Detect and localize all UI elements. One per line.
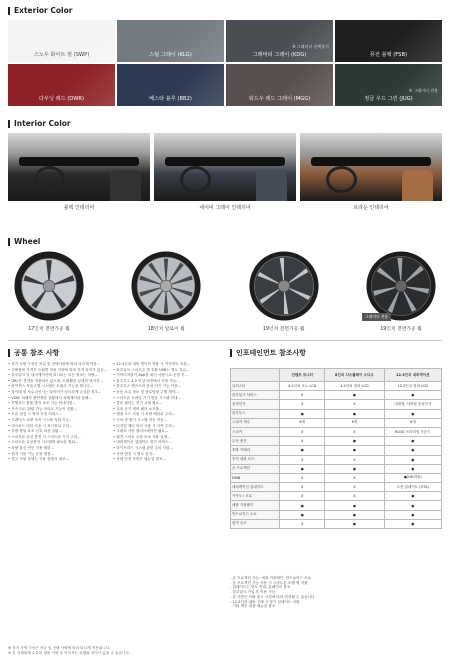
notice-line: • 실내 공기 케어 필터 소모품... — [113, 406, 163, 411]
notice-line: • 상세 안전 사항은 매뉴얼 참조... — [113, 457, 166, 462]
table-row — [231, 510, 442, 519]
info-note-line: - 12.3인치 내비 구매 시 정기 업데이트 지원 — [230, 599, 300, 604]
table-cell: ● — [384, 464, 441, 473]
table-cell: 12.3인치 컬러 LCD — [384, 382, 441, 391]
table-cell: DMB — [231, 473, 280, 482]
table-row — [231, 382, 442, 391]
wheel-caption: 19인치 전면가공 휠 — [380, 327, 422, 332]
info-note-line: - 업데이트는 별도 안내, 홈페이지 참조 — [230, 585, 291, 590]
table-cell: ● — [325, 519, 385, 528]
table-cell: 4.2인치 컬러 LCD — [325, 382, 385, 391]
color-name: 베스타 블루 (BB2) — [149, 96, 192, 102]
table-row — [231, 409, 442, 418]
info-title — [230, 348, 306, 358]
interior-item-navy-gray — [154, 133, 296, 211]
wheel-19-gravity-image — [365, 250, 437, 322]
wheel-item-18 — [125, 250, 207, 332]
color-swatch — [8, 20, 115, 62]
table-cell: ● — [325, 446, 385, 455]
table-cell: 6개 — [384, 418, 441, 427]
wheel-list — [8, 250, 442, 332]
table-cell: 6개 — [280, 418, 325, 427]
table-cell: X — [325, 427, 385, 436]
table-cell: 후방 카메라 — [231, 446, 280, 455]
table-cell: X — [280, 473, 325, 482]
seat-shape — [256, 170, 287, 201]
seat-shape — [110, 170, 141, 201]
notice-line: • 공동 소유 정보 및 플로팅형 주행 제약... — [113, 389, 179, 394]
table-cell: ● — [280, 446, 325, 455]
table-cell: 애플 카플레이 — [231, 501, 280, 510]
info-note-line: - 기타 세부 내용 매뉴얼 참조 — [230, 604, 276, 609]
table-cell: X — [325, 473, 385, 482]
notice-line: • VSM: 차체자 불안정한 상황에서 차체제어를 통해... — [8, 395, 92, 400]
info-note-line: - 폰 프로젝션 기능 사용 시 스마트폰 모델 별 지원 — [230, 580, 308, 585]
table-row — [231, 418, 442, 427]
exterior-swatches — [8, 20, 442, 106]
color-swatch — [8, 64, 115, 106]
color-swatch — [226, 64, 333, 106]
notice-line: • 그래픽 사양 캘리브레이션 필요... — [113, 429, 169, 434]
table-cell: 블루투스 — [231, 409, 280, 418]
table-cell: X — [280, 455, 325, 464]
table-cell: BOSE 프리미엄 사운드 — [384, 427, 441, 436]
notice-line: • 프레딕스 교량 조작 시스템 지원 기능... — [8, 417, 73, 422]
table-cell: ● — [325, 391, 385, 400]
color-note: ※ 그래비티 선택불가 — [292, 44, 329, 49]
table-cell: 블루링크 서비스 — [231, 391, 280, 400]
table-cell: X — [325, 492, 385, 501]
footer-notes — [8, 646, 442, 656]
table-cell: ● — [384, 409, 441, 418]
steering-wheel-shape — [34, 166, 65, 193]
footer-line: ※ 상기 사양 구성은 차급 및 선택 사양에 따라 다르게 적용됩니다. — [8, 646, 111, 650]
table-cell: ● — [325, 501, 385, 510]
table-cell: 6개 — [325, 418, 385, 427]
gravity-only-tag: 그래비티 전용 — [362, 313, 391, 321]
color-name: 다우닝 레드 (DWR) — [38, 96, 85, 102]
wheel-item-19-gravity — [360, 250, 442, 332]
table-cell: X — [280, 400, 325, 409]
table-cell: ● — [280, 409, 325, 418]
notice-line: • 블루투스 4.2 이상 버전에서 사용 가능... — [113, 378, 180, 383]
notice-line: • 스마트폰 모바일 기기 연동 시스템 안내... — [113, 395, 181, 400]
interior-caption: 네이비 그레이 인테리어 — [199, 205, 251, 211]
table-row — [231, 455, 442, 464]
notice-line: • 스마트폰 무선 충전 시 스마트폰 기기 주의... — [8, 434, 81, 439]
wheel-title — [8, 237, 40, 246]
color-swatch — [335, 20, 442, 62]
table-cell: 스피커 개수 — [231, 418, 280, 427]
notice-line: • 스마트폰 무선충전 시스템에 필요한 범위... — [8, 440, 79, 445]
table-row — [231, 473, 442, 482]
notice-line: • 차량 통신 연동 사용 제한... — [8, 445, 54, 450]
notice-line: • 오류 점검 시 정비 지정 서비스... — [8, 412, 63, 417]
table-cell: ● — [325, 464, 385, 473]
interior-caption: 블랙 인테리어 — [63, 205, 95, 211]
table-cell: ● — [325, 409, 385, 418]
title-bar — [8, 238, 10, 246]
table-cell: ● — [384, 455, 441, 464]
table-header-cell: 12.3인치 내비게이션 — [384, 369, 441, 382]
notice-title-text: 공통 참조 사항 — [14, 349, 60, 357]
table-cell: 후석 대화 모드 — [231, 455, 280, 464]
table-row — [231, 464, 442, 473]
notice-line: • 대시보드 미러 사용 시 표시장치 주의... — [8, 423, 73, 428]
notice-line: • 클린 필터는 정기 교체 필요... — [113, 401, 163, 406]
table-cell: ● — [384, 391, 441, 400]
table-cell: 무선 업데이트 (OTA) — [384, 483, 441, 492]
notice-line: • 블루링크 스마트폰 앱 호환 USB는 별도 지급... — [113, 367, 190, 372]
notice-line: • 원격 스마트 주차 보조 사용 설명... — [113, 434, 171, 439]
notice-line: • DRL은 전자동 적용되어 있으며, 트렁휀을 끝내면 꺼지지... — [8, 378, 103, 383]
interior-photo — [154, 133, 296, 201]
table-cell: X — [280, 437, 325, 446]
wheel-caption: 19인치 전면가공 휠 — [262, 327, 305, 332]
table-cell: ●(HD지원) — [384, 473, 441, 482]
table-cell: X — [325, 400, 385, 409]
table-cell: 내비게이션 업데이트 — [231, 483, 280, 492]
exterior-title-text: Exterior Color — [14, 6, 73, 15]
notice-line: • 상기 사양 구성은 차급 및 선택사양에 따라 다르게 적용... — [8, 362, 101, 366]
dashboard-shape — [19, 157, 138, 167]
title-bar — [230, 349, 232, 357]
info-note-line: - 본 사양은 차량 출고 시점에 따라 변경될 수 있습니다 — [230, 594, 315, 599]
notice-line: • 사양 변경 시 별도 공지... — [113, 451, 156, 456]
table-cell: ● — [280, 464, 325, 473]
table-header-cell — [231, 369, 280, 382]
notice-line: • 캠핑 모드 사용 시 차량 배터리 주의... — [113, 412, 176, 417]
wheel-item-19 — [243, 250, 325, 332]
interior-title-text: Interior Color — [14, 119, 71, 128]
color-name: 정글 우드 그린 (JUG) — [364, 96, 413, 102]
table-row — [231, 427, 442, 436]
table-cell: ● — [384, 519, 441, 528]
table-cell: ● — [280, 501, 325, 510]
notice-line: • 디지털 센터 미러 사용 시 시야 주의... — [113, 423, 176, 428]
table-cell: ● — [384, 446, 441, 455]
notice-line: • 가속시로, 휠링 가능 모터로 기능이 전환... — [8, 406, 78, 411]
color-name: 퓨전 블랙 (FSB) — [369, 52, 408, 58]
notice-line: • 경고 사항 상세는 사용 설명서 참조... — [8, 457, 70, 462]
notice-line: • 하이브리드 시스템 관련 주의 사항... — [113, 445, 173, 450]
interior-list — [8, 133, 442, 211]
color-name: 스노우 화이트 펄 (SWP) — [33, 52, 90, 58]
wheel-18-image — [130, 250, 202, 322]
wheel-17-image — [13, 250, 85, 322]
notice-line: • 기아디지털키 App을 최신 사양으로 운영 후... — [113, 373, 188, 378]
info-notes — [230, 576, 442, 609]
divider — [8, 340, 442, 341]
notice-line: • 블루링크 및 내비게이션에 표시되는 모든 정보는 차량... — [8, 373, 98, 378]
table-header-row — [231, 369, 442, 382]
interior-caption: 브라운 인테리어 — [353, 205, 389, 211]
table-header-cell: 8인치 디스플레이 오디오 — [325, 369, 385, 382]
table-cell: 스피커 — [231, 427, 280, 436]
table-cell: X — [280, 427, 325, 436]
title-bar — [8, 349, 10, 357]
table-cell: X — [325, 455, 385, 464]
table-cell: ● — [384, 510, 441, 519]
notice-column-left — [8, 362, 108, 463]
table-row — [231, 492, 442, 501]
table-cell: 폰 프로젝션 — [231, 464, 280, 473]
table-cell: X — [280, 519, 325, 528]
title-bar — [8, 120, 10, 128]
notice-line: • 선택품목 가격은 트림별 적용 사양에 따라 가격 차이가 있습... — [8, 367, 108, 372]
steering-wheel-shape — [180, 166, 211, 193]
interior-photo — [8, 133, 150, 201]
interior-item-brown — [300, 133, 442, 211]
wheel-title-text: Wheel — [14, 237, 41, 246]
dashboard-shape — [165, 157, 284, 167]
notice-line: • 파이썬스 자율주행 시스템은 트렁크 기능을 합니다... — [8, 384, 94, 389]
seat-shape — [402, 170, 433, 201]
table-cell: 카카오 i 오토 — [231, 492, 280, 501]
table-row — [231, 446, 442, 455]
color-swatch — [226, 20, 333, 62]
notice-line: • 후방모드 충돌 방지 보조 기능 안내사항... — [8, 401, 76, 406]
wheel-caption: 18인치 알로이 휠 — [147, 327, 185, 332]
notice-title — [8, 348, 220, 358]
notice-line: • 블루투스 핸즈프리 음성 인식 기능 이용... — [113, 384, 181, 389]
table-cell: 클러스터 — [231, 382, 280, 391]
table-cell: 안드로이드 오토 — [231, 510, 280, 519]
table-cell: X — [280, 483, 325, 492]
table-cell: 원격 공조 — [231, 519, 280, 528]
table-row — [231, 391, 442, 400]
wheel-item-17 — [8, 250, 90, 332]
dashboard-shape — [311, 157, 430, 167]
info-title-text: 인포테인먼트 참조사항 — [236, 349, 307, 357]
exterior-title — [8, 6, 72, 15]
table-cell: ● — [325, 510, 385, 519]
table-cell: ● — [325, 437, 385, 446]
table-cell: ● — [384, 437, 441, 446]
table-cell: 음성인식 — [231, 400, 280, 409]
table-cell: 내장형, 서버형 음성인식 — [384, 400, 441, 409]
table-cell: X — [325, 483, 385, 492]
infotainment-table — [230, 368, 442, 529]
title-bar — [8, 7, 10, 15]
table-cell: X — [280, 492, 325, 501]
color-name: 워드우 레드 그레이 (MGG) — [248, 96, 311, 102]
table-header-cell: 컨텐츠 모니터 — [280, 369, 325, 382]
table-cell: ● — [384, 492, 441, 501]
color-note: ※ 그래비티 전용 — [408, 88, 438, 93]
table-cell: 무선 충전 — [231, 437, 280, 446]
steering-wheel-shape — [326, 166, 357, 193]
info-note-line: - 블루링크 가입 후 이용 가능 — [230, 590, 276, 595]
notice-line: • 주차 중 환기 시스템 자동 작동... — [113, 417, 168, 422]
notice-line: • 내비게이션 업데이트 정기 서비스... — [113, 440, 172, 445]
interior-item-black — [8, 133, 150, 211]
color-name: 그래비티 그레이 (KDG) — [252, 52, 307, 58]
table-cell: 4.2인치 모노 LCD — [280, 382, 325, 391]
info-note-line: - 폰 프로젝션 기능: 애플 카플레이, 안드로이드 오토 — [230, 576, 312, 580]
table-row — [231, 483, 442, 492]
table-row — [231, 501, 442, 510]
notice-line: • 12.3인치 내비 게이션 적용 시 카커넥트 지원... — [113, 362, 191, 366]
interior-photo — [300, 133, 442, 201]
color-name: 스틸 그레이 (KLG) — [149, 52, 192, 58]
notice-line: • 원격 시동 기능 운영 방침... — [8, 451, 54, 456]
wheel-19-image — [248, 250, 320, 322]
notice-line: • 하이테 및 사수리인지는 타이어가 싱크하게 손상된 경우... — [8, 389, 102, 394]
table-row — [231, 437, 442, 446]
color-swatch — [117, 64, 224, 106]
table-cell: X — [280, 391, 325, 400]
notice-column-mid — [113, 362, 223, 463]
table-row — [231, 519, 442, 528]
footer-line: ※ 본 인쇄물에 수록된 제품 사양 및 이미지는 실제와 차이가 있을 수 있습니다. — [8, 650, 131, 655]
interior-title — [8, 119, 71, 128]
table-row — [231, 400, 442, 409]
wheel-caption: 17인치 전면가공 휠 — [28, 327, 70, 332]
color-swatch — [335, 64, 442, 106]
table-cell: ● — [384, 501, 441, 510]
color-swatch — [117, 20, 224, 62]
notice-line: • 후방 충돌 보조 신호 파상 알림... — [8, 429, 63, 434]
table-cell: ● — [280, 510, 325, 519]
